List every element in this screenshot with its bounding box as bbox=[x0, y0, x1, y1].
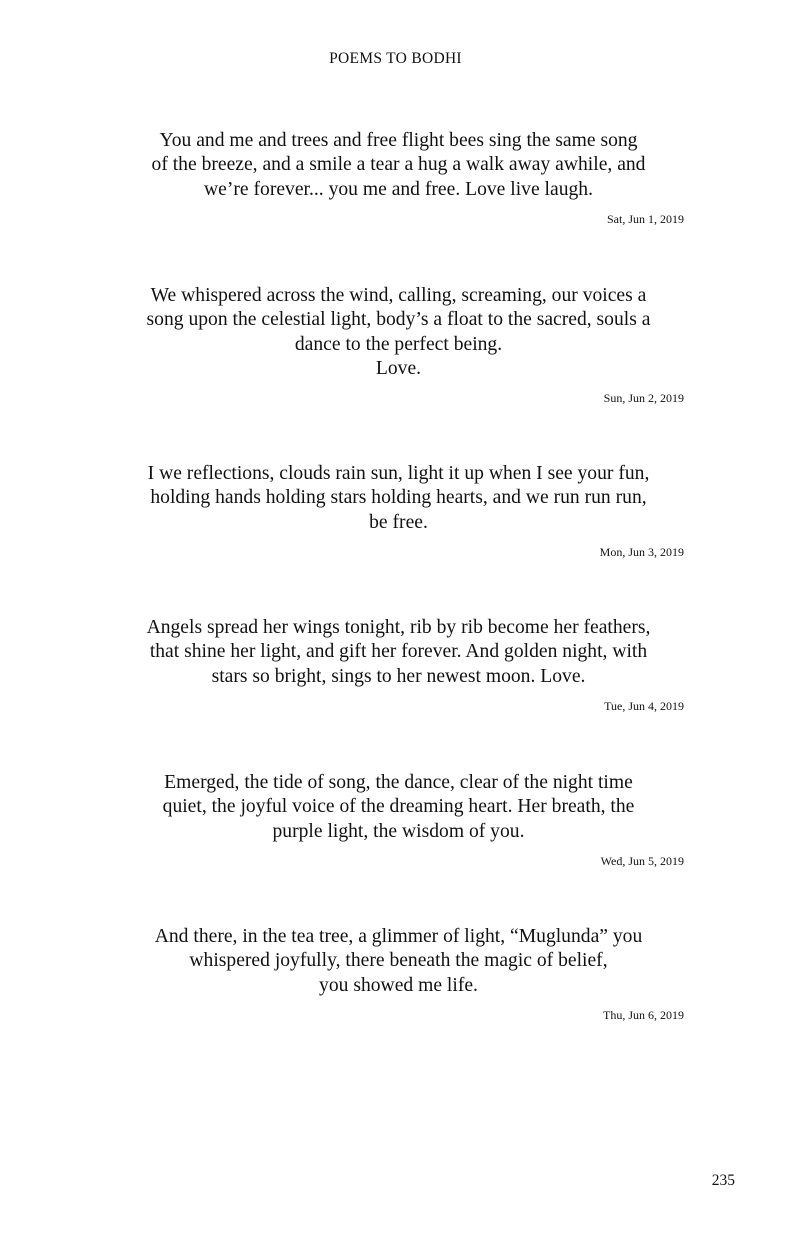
poem-text bbox=[110, 771, 687, 844]
poem-line: You and me and trees and free flight bees sing the same song bbox=[159, 130, 638, 151]
poem-text bbox=[110, 925, 687, 998]
poem-line: quiet, the joyful voice of the dreaming heart. Her breath, the bbox=[162, 796, 635, 818]
poem-entry bbox=[110, 616, 687, 714]
poem-line: holding hands holding stars holding hearts, and we run run run, bbox=[150, 487, 647, 509]
poem-line: that shine her light, and gift her forever. And golden night, with bbox=[149, 641, 648, 663]
poem-text bbox=[110, 462, 687, 535]
poem-line: song upon the celestial light, body’s a float to the sacred, souls a bbox=[146, 309, 651, 331]
poem-line: purple light, the wisdom of you. bbox=[272, 820, 525, 842]
poem-line: I we reflections, clouds rain sun, light it up when I see your fun, bbox=[147, 463, 650, 484]
poem-entry bbox=[110, 462, 687, 560]
poem-line: you showed me life. bbox=[319, 974, 478, 996]
poem-date: Tue, Jun 4, 2019 bbox=[604, 698, 684, 713]
poem-text bbox=[110, 616, 687, 689]
poem-text bbox=[110, 284, 687, 381]
poem-entry bbox=[110, 284, 687, 406]
poem-entry bbox=[110, 771, 687, 869]
page-number: 235 bbox=[711, 1172, 735, 1189]
poem-line: Emerged, the tide of song, the dance, clear of the night time bbox=[164, 772, 633, 793]
poem-line: Love. bbox=[375, 357, 422, 379]
poem-text bbox=[110, 129, 687, 202]
poem-date: Thu, Jun 6, 2019 bbox=[603, 1007, 684, 1022]
poem-line: we’re forever... you me and free. Love live laugh. bbox=[204, 178, 593, 200]
poem-line: We whispered across the wind, calling, screaming, our voices a bbox=[150, 285, 647, 306]
poem-date: Sun, Jun 2, 2019 bbox=[603, 391, 684, 406]
running-title: POEMS TO BODHI bbox=[329, 50, 462, 67]
poem-line: stars so bright, sings to her newest moon. Love. bbox=[211, 665, 586, 687]
poem-line: whispered joyfully, there beneath the magic of belief, bbox=[189, 950, 608, 972]
poem-line: And there, in the tea tree, a glimmer of light, “Muglunda” you bbox=[154, 926, 643, 947]
poem-line: be free. bbox=[369, 511, 428, 533]
poem-date: Sat, Jun 1, 2019 bbox=[606, 211, 684, 226]
poem-date: Mon, Jun 3, 2019 bbox=[599, 544, 684, 559]
poem-entry bbox=[110, 925, 687, 1023]
poem-line: of the breeze, and a smile a tear a hug a walk away awhile, and bbox=[151, 154, 646, 176]
poem-line: Angels spread her wings tonight, rib by rib become her feathers, bbox=[146, 617, 651, 638]
poem-line: dance to the perfect being. bbox=[294, 333, 503, 355]
poem-date: Wed, Jun 5, 2019 bbox=[600, 853, 684, 868]
poem-entry bbox=[110, 129, 687, 227]
